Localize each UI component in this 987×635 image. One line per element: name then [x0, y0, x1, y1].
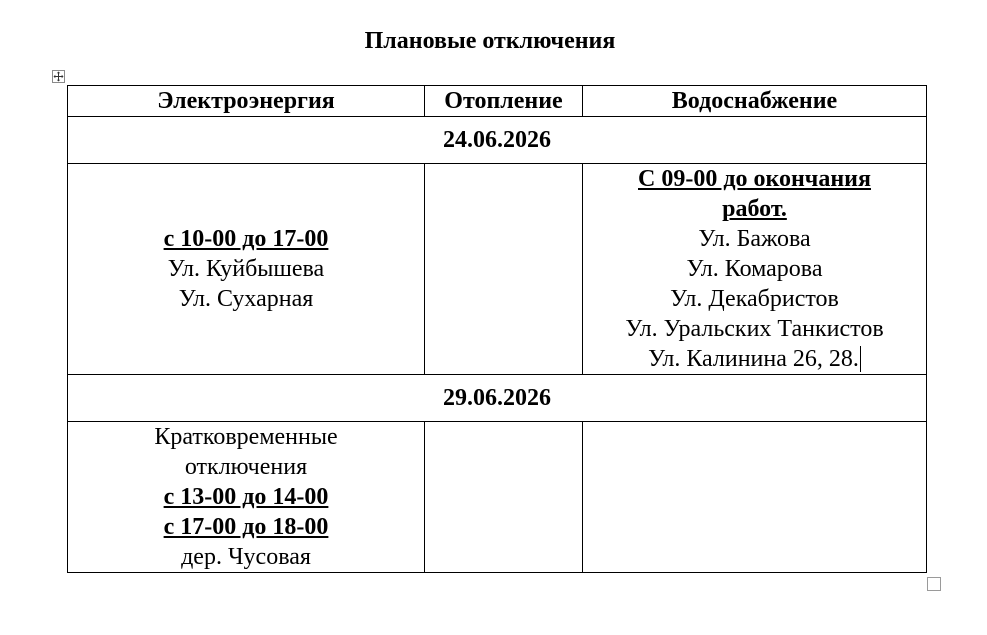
street-name: Ул. Бажова [698, 226, 811, 252]
water-cell [583, 164, 927, 375]
page-title: Плановые отключения [364, 28, 616, 54]
heating-cell [425, 164, 583, 375]
date-row [68, 117, 927, 164]
place-name: дер. Чусовая [181, 544, 311, 570]
outage-time: с 17-00 до 18-00 [163, 514, 329, 540]
date-row [68, 375, 927, 422]
table-row [68, 422, 927, 573]
header-water: Водоснабжение [583, 86, 927, 117]
table-move-icon[interactable] [52, 70, 65, 83]
header-electricity: Электроэнергия [68, 86, 425, 117]
outage-time: работ. [722, 196, 787, 222]
table-resize-icon[interactable] [927, 577, 941, 591]
date-cell: 29.06.2026 [68, 375, 927, 422]
heating-cell [425, 422, 583, 573]
outage-table [67, 85, 927, 573]
street-name: Ул. Сухарная [178, 286, 314, 312]
table-header-row [68, 86, 927, 117]
street-name: Ул. Уральских Танкистов [625, 316, 884, 342]
outage-time: С 09-00 до окончания [638, 166, 871, 192]
outage-time: с 10-00 до 17-00 [163, 226, 329, 252]
street-name: Ул. Декабристов [670, 286, 839, 312]
electricity-cell [68, 422, 425, 573]
outage-note: отключения [184, 454, 308, 480]
outage-time: с 13-00 до 14-00 [163, 484, 329, 510]
text-cursor [860, 346, 861, 372]
outage-note: Кратковременные [154, 424, 338, 450]
date-cell: 24.06.2026 [68, 117, 927, 164]
street-line-with-cursor[interactable] [587, 344, 922, 374]
street-name: Ул. Куйбышева [167, 256, 325, 282]
street-name: Ул. Калинина 26, 28. [648, 346, 859, 372]
table-row [68, 164, 927, 375]
header-heating: Отопление [425, 86, 583, 117]
electricity-cell [68, 164, 425, 375]
street-name: Ул. Комарова [686, 256, 823, 282]
water-cell [583, 422, 927, 573]
